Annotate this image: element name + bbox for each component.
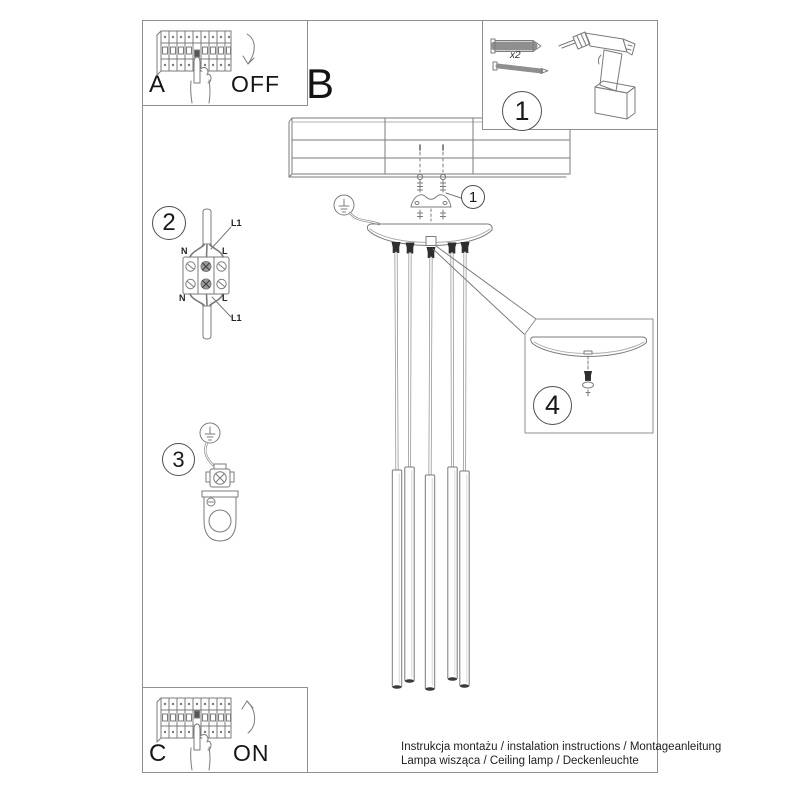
off-label: OFF <box>231 71 280 97</box>
step-2-number: 2 <box>152 206 186 240</box>
footer-text <box>401 741 721 769</box>
power-on-illustration <box>143 688 307 772</box>
panel-a-label: A <box>149 71 166 98</box>
footer-line-1: Instrukcja montażu / instalation instructions / Montageanleitung <box>401 741 722 753</box>
arrow-down-icon <box>243 34 254 64</box>
panel-a-power-off <box>142 20 308 106</box>
n-label-bottom: N <box>179 293 186 303</box>
l-label-bottom: L <box>222 293 228 303</box>
main-frame <box>142 20 658 773</box>
step-1-number: 1 <box>502 91 542 131</box>
power-drill-icon <box>559 32 635 119</box>
n-label-top: N <box>181 246 188 256</box>
l1-label-bottom: L1 <box>231 313 242 323</box>
on-label: ON <box>233 740 270 766</box>
panel-step1-tools <box>482 20 658 130</box>
step-4-number: 4 <box>533 386 572 425</box>
power-off-illustration <box>143 21 307 105</box>
arrow-up-icon <box>242 701 255 733</box>
step-3-number: 3 <box>162 443 195 476</box>
screw-icon <box>493 62 548 74</box>
anchor-qty-label: x2 <box>510 50 521 61</box>
panel-c-power-on <box>142 687 308 773</box>
section-b-label: B <box>306 60 335 107</box>
l1-label-top: L1 <box>231 218 242 228</box>
footer-line-2: Lampa wisząca / Ceiling lamp / Deckenleuchte <box>401 754 639 767</box>
panel-c-label: C <box>149 740 167 767</box>
l-label-top: L <box>222 246 228 256</box>
callout-1-number: 1 <box>461 185 485 209</box>
